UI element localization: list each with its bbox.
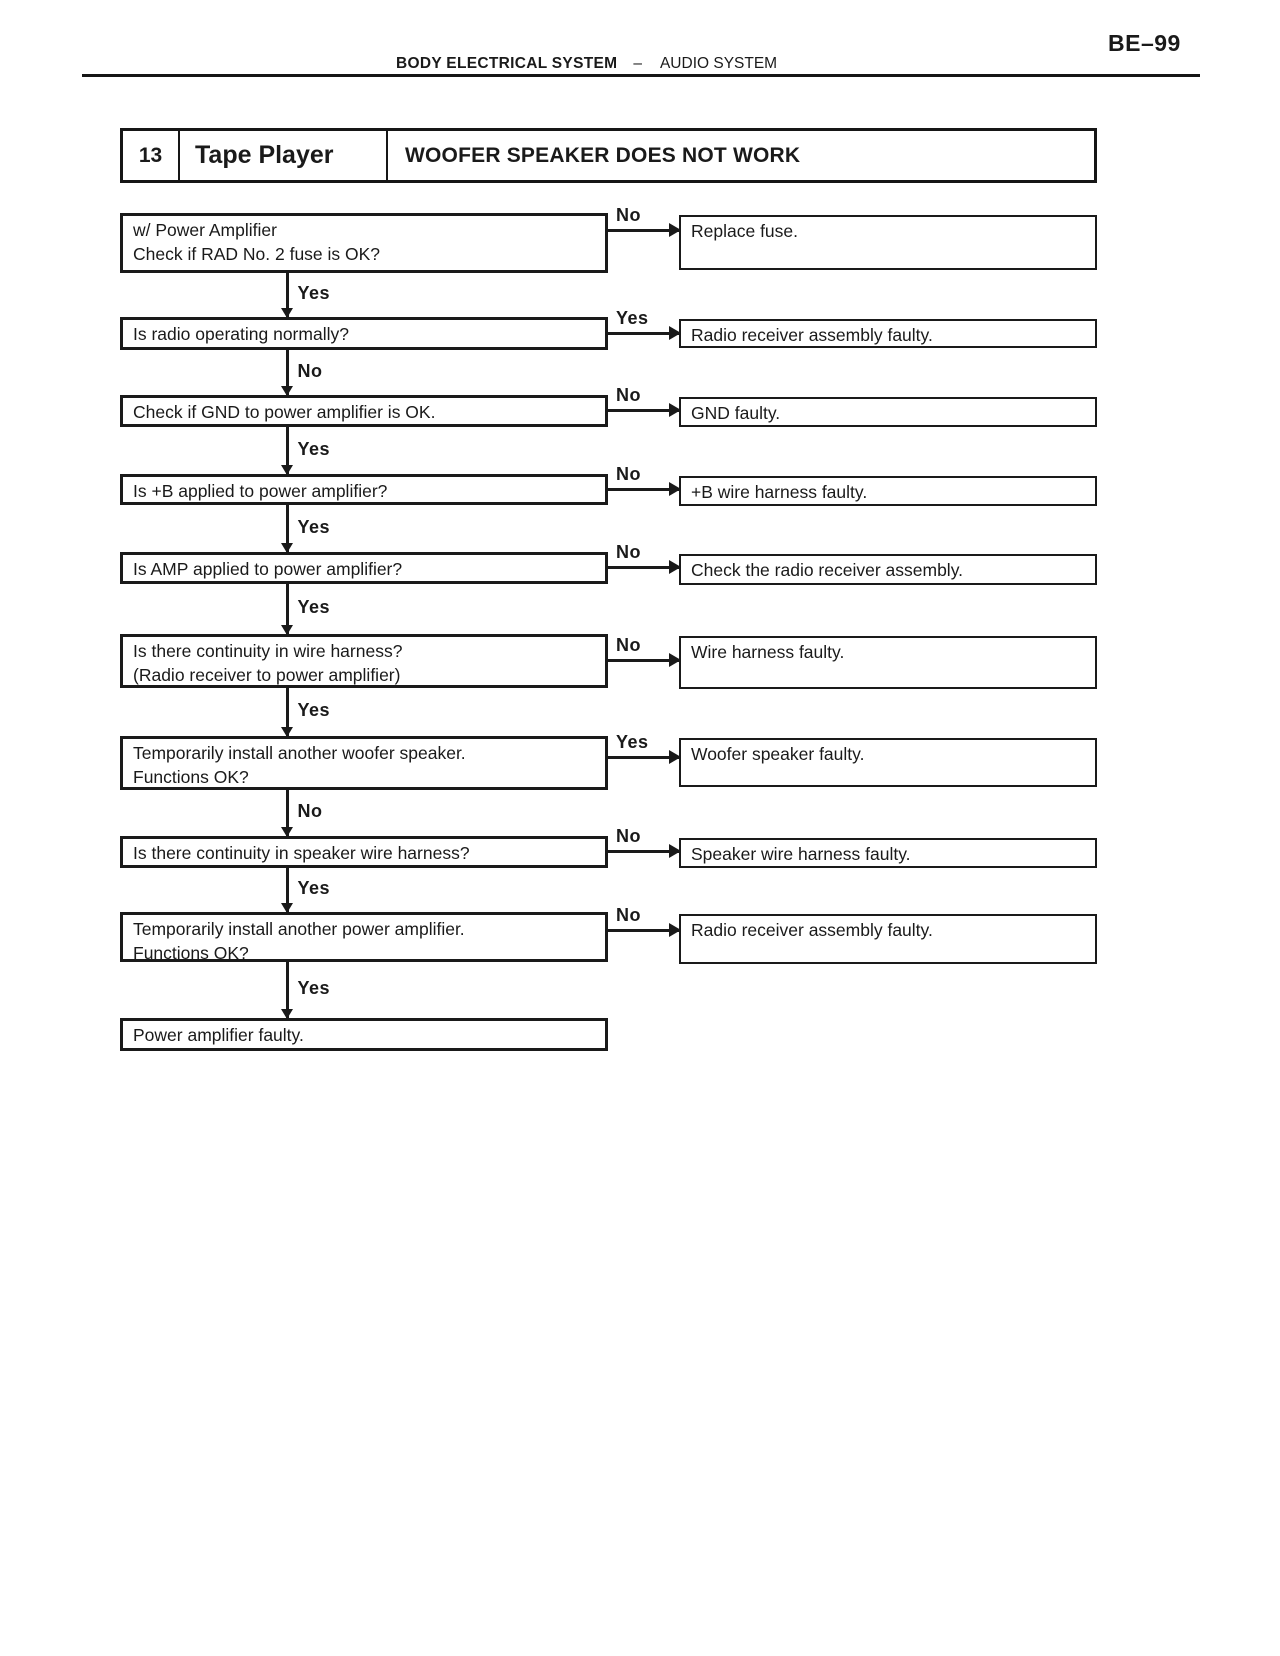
question-box <box>120 836 608 868</box>
branch-connector <box>608 826 679 853</box>
down-connector <box>286 790 323 836</box>
question-box <box>120 474 608 505</box>
result-text: Speaker wire harness faulty. <box>691 844 911 864</box>
flowchart <box>120 205 1097 1073</box>
flow-step-1 <box>120 205 1097 303</box>
down-label: Yes <box>297 516 331 537</box>
question-box <box>120 317 608 350</box>
down-label: Yes <box>297 977 331 998</box>
page-number: BE–99 <box>1108 30 1181 56</box>
question-text: w/ Power Amplifier <box>133 220 277 240</box>
flow-step-5 <box>120 542 1097 617</box>
question-text: (Radio receiver to power amplifier) <box>133 665 401 685</box>
branch-label: No <box>616 635 641 655</box>
result-text: GND faulty. <box>691 403 781 423</box>
question-text: Check if GND to power amplifier is OK. <box>133 402 436 422</box>
down-label: Yes <box>297 596 331 617</box>
result-box <box>679 397 1097 427</box>
branch-connector <box>608 308 679 335</box>
down-connector <box>286 962 331 1018</box>
branch-label: No <box>616 905 641 925</box>
question-box <box>120 736 608 790</box>
question-text: Temporarily install another power amplifier. <box>133 919 465 939</box>
down-label: No <box>297 360 323 381</box>
result-box <box>679 636 1097 689</box>
running-header <box>396 55 777 73</box>
title-system: Tape Player <box>180 131 388 180</box>
result-box <box>679 554 1097 585</box>
question-text: Is there continuity in speaker wire harness? <box>133 843 470 863</box>
flow-step-6 <box>120 634 1097 720</box>
title-problem: WOOFER SPEAKER DOES NOT WORK <box>405 143 801 167</box>
branch-label: No <box>616 826 641 846</box>
question-text: Is AMP applied to power amplifier? <box>133 559 403 579</box>
question-text: Functions OK? <box>133 767 249 787</box>
down-connector <box>286 868 331 912</box>
question-box <box>120 552 608 584</box>
result-text: Check the radio receiver assembly. <box>691 560 964 580</box>
result-text: Woofer speaker faulty. <box>691 744 865 764</box>
branch-connector <box>608 542 679 569</box>
question-text: Is radio operating normally? <box>133 324 349 344</box>
question-text: Check if RAD No. 2 fuse is OK? <box>133 244 381 264</box>
down-label: Yes <box>297 699 331 720</box>
result-box <box>679 914 1097 964</box>
branch-label: No <box>616 542 641 562</box>
header-separator: – <box>633 55 642 72</box>
down-connector <box>286 427 331 474</box>
header-rule <box>82 74 1200 77</box>
flow-step-4 <box>120 464 1097 537</box>
flow-step-7 <box>120 732 1097 821</box>
troubleshooting-title-box <box>120 128 1097 183</box>
result-text: Replace fuse. <box>691 221 799 241</box>
branch-label: No <box>616 464 641 484</box>
branch-connector <box>608 205 679 232</box>
down-label: Yes <box>297 438 331 459</box>
down-label: No <box>297 800 323 821</box>
result-box <box>679 838 1097 868</box>
result-box <box>679 476 1097 506</box>
down-label: Yes <box>297 282 331 303</box>
result-text: Radio receiver assembly faulty. <box>691 920 933 940</box>
question-box <box>120 213 608 273</box>
down-connector <box>286 273 331 317</box>
question-text: Is +B applied to power amplifier? <box>133 481 388 501</box>
result-box <box>679 215 1097 270</box>
branch-label: Yes <box>616 732 649 752</box>
branch-label: Yes <box>616 308 649 328</box>
down-label: Yes <box>297 877 331 898</box>
branch-connector <box>608 464 679 491</box>
flow-step-9 <box>120 905 1097 998</box>
question-box <box>120 395 608 427</box>
flow-step-3 <box>120 385 1097 459</box>
question-text: Is there continuity in wire harness? <box>133 641 403 661</box>
question-box <box>120 912 608 962</box>
title-number: 13 <box>123 131 180 180</box>
question-text: Temporarily install another woofer speaker. <box>133 743 466 763</box>
conclusion-box <box>120 1018 608 1051</box>
result-box <box>679 738 1097 787</box>
header-section-title: BODY ELECTRICAL SYSTEM <box>396 55 618 72</box>
branch-connector <box>608 385 679 412</box>
result-text: Radio receiver assembly faulty. <box>691 325 933 345</box>
question-text: Functions OK? <box>133 943 249 963</box>
down-connector <box>286 350 323 395</box>
branch-connector <box>608 905 679 932</box>
result-box <box>679 319 1097 348</box>
flow-step-8 <box>120 826 1097 898</box>
branch-label: No <box>616 205 641 225</box>
branch-connector <box>608 732 679 759</box>
down-connector <box>286 505 331 552</box>
flow-step-10 <box>120 1018 1097 1051</box>
conclusion-text: Power amplifier faulty. <box>133 1025 304 1045</box>
flow-step-2 <box>120 308 1097 381</box>
down-connector <box>286 688 331 736</box>
result-text: +B wire harness faulty. <box>691 482 868 502</box>
question-box <box>120 634 608 688</box>
branch-label: No <box>616 385 641 405</box>
branch-connector <box>608 635 679 662</box>
down-connector <box>286 584 331 634</box>
header-subsection-title: AUDIO SYSTEM <box>659 55 778 72</box>
result-text: Wire harness faulty. <box>691 642 845 662</box>
